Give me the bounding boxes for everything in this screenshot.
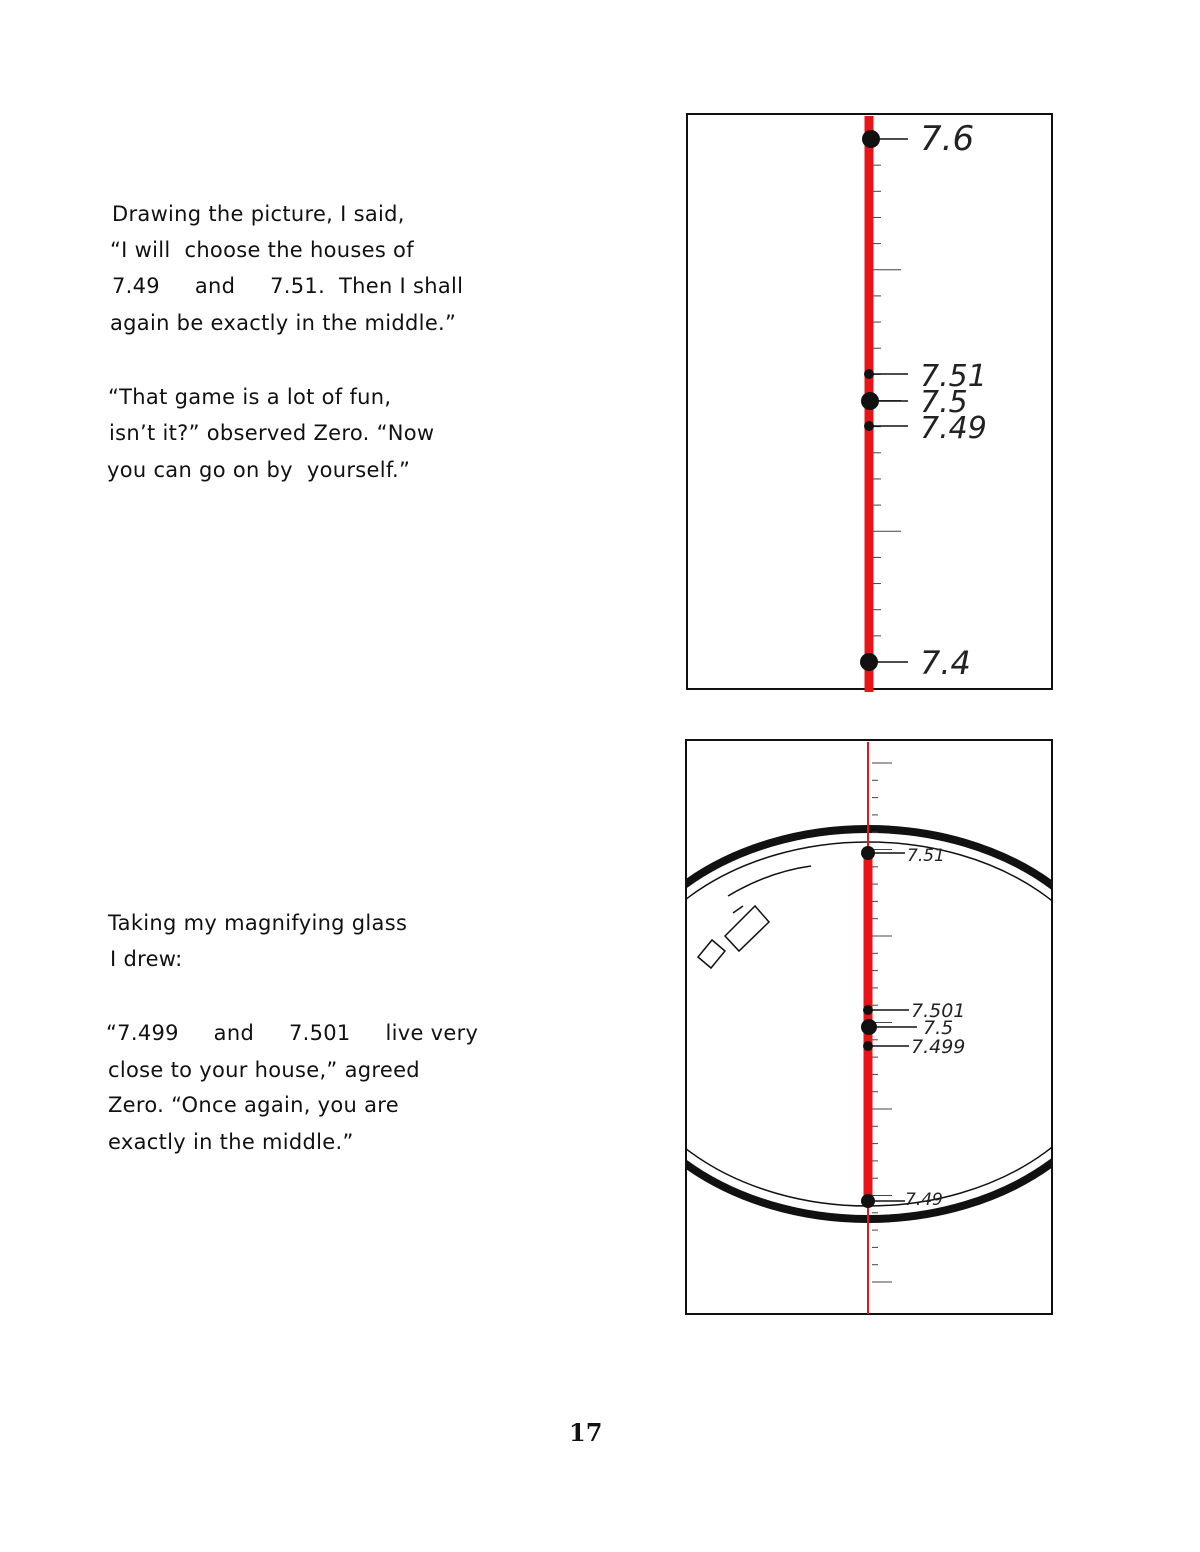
label-7-5: 7.5	[923, 1017, 954, 1039]
text-line: you can go on by yourself.”	[107, 458, 411, 482]
text-line: Taking my magnifying glass	[108, 911, 408, 935]
glare-mark	[728, 866, 811, 896]
magnifying-glass-figure	[683, 738, 1055, 1318]
text-line: Zero. “Once again, you are	[108, 1093, 400, 1117]
text-line: “I will choose the houses of	[110, 238, 414, 262]
text-line: 7.49 and 7.51. Then I shall	[112, 274, 464, 298]
label-7-49: 7.49	[920, 411, 987, 446]
text-line: exactly in the middle.”	[108, 1130, 354, 1154]
label-7-5: 7.5	[920, 385, 968, 420]
text-line: close to your house,” agreed	[108, 1058, 420, 1082]
label-7-51: 7.51	[920, 359, 987, 394]
page-number: 17	[569, 1418, 603, 1447]
text-line: Drawing the picture, I said,	[112, 202, 405, 226]
glare-mark	[698, 940, 725, 968]
text-line: “That game is a lot of fun,	[108, 385, 392, 409]
label-7-6: 7.6	[920, 119, 975, 159]
glare-mark	[733, 906, 743, 913]
label-7-49: 7.49	[905, 1190, 943, 1210]
text-line: “7.499 and 7.501 live very	[106, 1021, 479, 1045]
label-7-4: 7.4	[920, 644, 971, 682]
number-line-figure-top	[686, 112, 1054, 694]
text-line: isn’t it?” observed Zero. “Now	[109, 421, 435, 445]
label-7-51: 7.51	[907, 846, 945, 866]
text-line: again be exactly in the middle.”	[110, 311, 457, 335]
text-line: I drew:	[110, 947, 183, 971]
label-7-499: 7.499	[911, 1036, 966, 1058]
glare-mark	[725, 906, 769, 951]
label-7-501: 7.501	[911, 1000, 966, 1022]
